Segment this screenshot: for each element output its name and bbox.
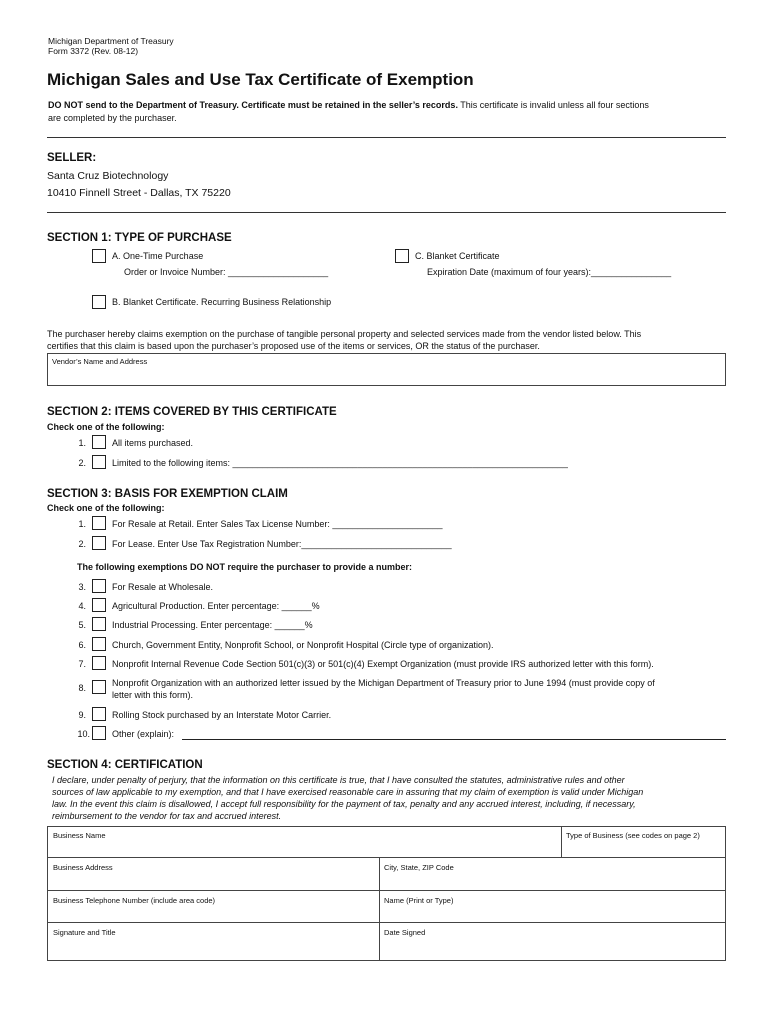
business-name-label: Business Name	[53, 831, 106, 840]
item8-checkbox[interactable]	[92, 680, 106, 694]
section3-subheading: The following exemptions DO NOT require the purchaser to provide a number:	[77, 562, 413, 572]
item-number: 2.	[78, 458, 86, 468]
notice-line-2: are completed by the purchaser.	[48, 113, 177, 123]
option-c-label: C. Blanket Certificate	[415, 251, 500, 261]
item-number: 5.	[78, 620, 86, 630]
notice-rest: This certificate is invalid unless all four sections	[457, 100, 649, 110]
item9-label: Rolling Stock purchased by an Interstate Motor Carrier.	[112, 710, 332, 720]
blanket-certificate-checkbox[interactable]	[395, 249, 409, 263]
item-number: 3.	[78, 582, 86, 592]
page-title: Michigan Sales and Use Tax Certificate of Exemption	[47, 70, 474, 89]
section3-nonumber-item-3-checkbox[interactable]	[92, 617, 106, 631]
item9-checkbox[interactable]	[92, 707, 106, 721]
section3-nonumber-item-1-checkbox[interactable]	[92, 579, 106, 593]
date-signed-label: Date Signed	[384, 928, 426, 937]
name-print-label: Name (Print or Type)	[384, 896, 454, 905]
divider	[47, 212, 726, 213]
form-id: Form 3372 (Rev. 08-12)	[48, 46, 139, 56]
signature-field[interactable]	[47, 922, 380, 961]
option-b-label: B. Blanket Certificate. Recurring Business Relationship	[112, 297, 332, 307]
section3-nonumber-item-5-checkbox[interactable]	[92, 656, 106, 670]
city-state-zip-field[interactable]	[379, 857, 726, 891]
section2-heading: SECTION 2: ITEMS COVERED BY THIS CERTIFICATE	[47, 406, 337, 418]
other-explain-field[interactable]	[182, 739, 726, 740]
item-number: 1.	[78, 438, 86, 448]
section3-heading: SECTION 3: BASIS FOR EXEMPTION CLAIM	[47, 488, 288, 500]
section3-nonumber-item-label: For Resale at Wholesale.	[112, 582, 214, 592]
section2-item-1-checkbox[interactable]	[92, 435, 106, 449]
city-state-zip-label: City, State, ZIP Code	[384, 863, 454, 872]
seller-name: Santa Cruz Biotechnology	[47, 170, 169, 182]
item8-line-1: Nonprofit Organization with an authorized letter issued by the Michigan Department of Treasury prior to June 1994 (must provide copy of	[112, 678, 655, 688]
section3-nonumber-item-4-checkbox[interactable]	[92, 637, 106, 651]
vendor-label: Vendor’s Name and Address	[52, 357, 148, 366]
expiration-date-field[interactable]: Expiration Date (maximum of four years):________________	[427, 267, 672, 277]
item-number: 6.	[78, 640, 86, 650]
claim-line-1: The purchaser hereby claims exemption on the purchase of tangible personal property and selected services made from the vendor listed below. This	[47, 329, 642, 339]
declaration-line-1: I declare, under penalty of perjury, that the information on this certificate is true, that I have consulted the statutes, administrative rules and other	[52, 775, 625, 785]
phone-field[interactable]	[47, 890, 380, 923]
section3-nonumber-item-label: Nonprofit Internal Revenue Code Section 501(c)(3) or 501(c)(4) Exempt Organization (must provide IRS authorized letter with this form).	[112, 659, 654, 669]
section2-item-label: All items purchased.	[112, 438, 194, 448]
section2-instruction: Check one of the following:	[47, 422, 165, 432]
section3-nonumber-item-2-checkbox[interactable]	[92, 598, 106, 612]
item-number: 1.	[78, 519, 86, 529]
seller-address: 10410 Finnell Street - Dallas, TX 75220	[47, 187, 231, 199]
item-number: 7.	[78, 659, 86, 669]
section2-item-label: Limited to the following items: ___________________________________________________________________	[112, 458, 568, 468]
section4-heading: SECTION 4: CERTIFICATION	[47, 759, 203, 771]
date-signed-field[interactable]	[379, 922, 726, 961]
claim-line-2: certifies that this claim is based upon the purchaser’s proposed use of the items or services, OR the status of the purchaser.	[47, 341, 540, 351]
section3-instruction: Check one of the following:	[47, 503, 165, 513]
seller-heading: SELLER:	[47, 152, 97, 164]
invoice-number-field[interactable]: Order or Invoice Number: ____________________	[124, 267, 329, 277]
section3-nonumber-item-label: Industrial Processing. Enter percentage: ______%	[112, 620, 313, 630]
phone-label: Business Telephone Number (include area code)	[53, 896, 216, 905]
option-a-label: A. One-Time Purchase	[112, 251, 204, 261]
business-name-field[interactable]	[47, 826, 562, 858]
item-number: 2.	[78, 539, 86, 549]
declaration-line-3: law. In the event this claim is disallowed, I accept full responsibility for the payment of tax, penalty and any accrued interest, including, if necessary,	[52, 799, 636, 809]
business-address-label: Business Address	[53, 863, 113, 872]
section3-nonumber-item-label: Church, Government Entity, Nonprofit School, or Nonprofit Hospital (Circle type of organization).	[112, 640, 494, 650]
item-number: 4.	[78, 601, 86, 611]
declaration-line-2: sources of law applicable to my exemption, and that I have exercised reasonable care in assuring that my claim of exemption is valid under Michigan	[52, 787, 644, 797]
section3-item-2-checkbox[interactable]	[92, 536, 106, 550]
section3-nonumber-item-label: Agricultural Production. Enter percentage: ______%	[112, 601, 320, 611]
item-number: 8.	[78, 683, 86, 693]
section1-heading: SECTION 1: TYPE OF PURCHASE	[47, 232, 232, 244]
section3-item-1-checkbox[interactable]	[92, 516, 106, 530]
notice-line-1	[48, 100, 649, 111]
business-address-field[interactable]	[47, 857, 380, 891]
business-type-label: Type of Business (see codes on page 2)	[566, 831, 700, 840]
one-time-purchase-checkbox[interactable]	[92, 249, 106, 263]
vendor-name-address-field[interactable]	[47, 353, 726, 386]
recurring-relationship-checkbox[interactable]	[92, 295, 106, 309]
name-print-field[interactable]	[379, 890, 726, 923]
section3-item-label: For Resale at Retail. Enter Sales Tax License Number: ______________________	[112, 519, 443, 529]
item-number: 9.	[78, 710, 86, 720]
business-type-field[interactable]	[561, 826, 726, 858]
declaration-line-4: reimbursement to the vendor for tax and accrued interest.	[52, 811, 282, 821]
section3-item-label: For Lease. Enter Use Tax Registration Number:______________________________	[112, 539, 452, 549]
item10-checkbox[interactable]	[92, 726, 106, 740]
section2-item-2-checkbox[interactable]	[92, 455, 106, 469]
item8-line-2: letter with this form).	[112, 690, 194, 700]
signature-label: Signature and Title	[53, 928, 116, 937]
agency-name: Michigan Department of Treasury	[48, 36, 174, 46]
item10-label: Other (explain):	[112, 729, 175, 739]
notice-bold: DO NOT send to the Department of Treasury. Certificate must be retained in the seller’s records.	[48, 100, 458, 110]
item-number: 10.	[77, 729, 90, 739]
divider	[47, 137, 726, 138]
